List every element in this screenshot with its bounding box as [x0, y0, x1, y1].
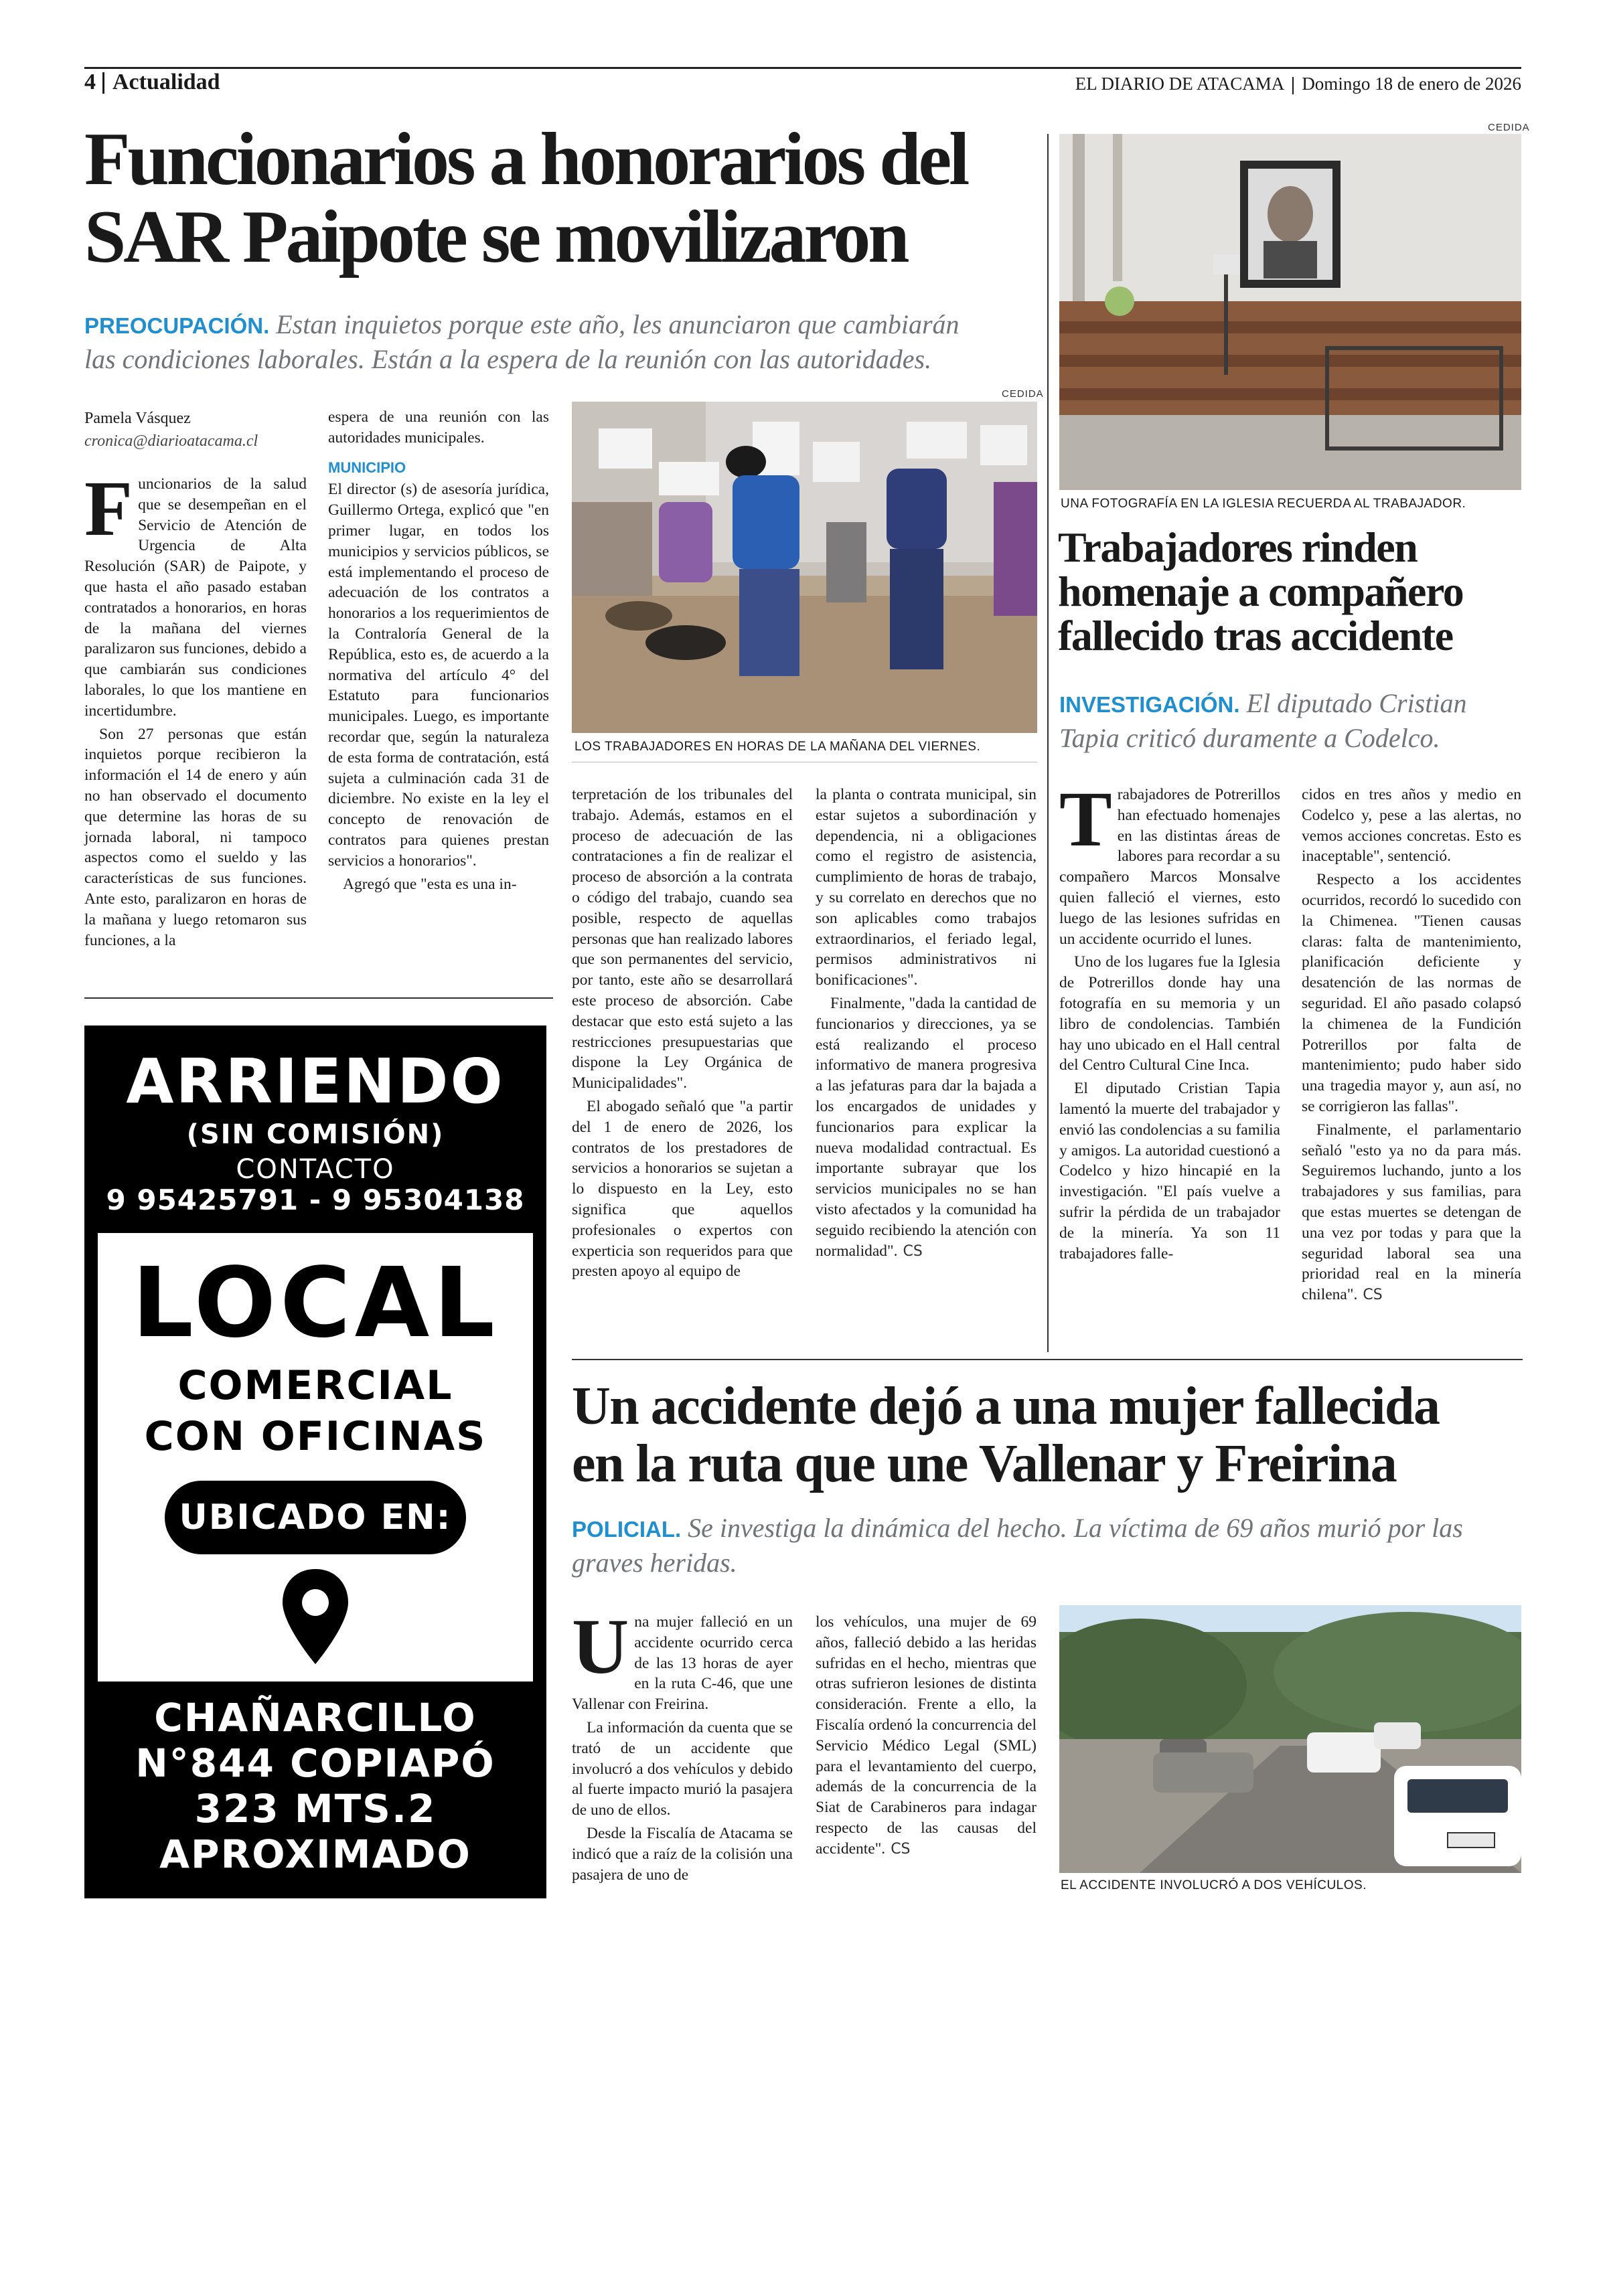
- ad-subtitle: (SIN COMISIÓN): [186, 1119, 445, 1150]
- article2-headline: [1058, 525, 1520, 658]
- classified-ad: [84, 1026, 546, 1898]
- header-rule: [84, 67, 1521, 69]
- article2-paragraph: rabajadores de Potrerillos han efectuado homenajes en las distintas áreas de labores para recordar a su compañero Marcos Monsalve quien falleció el viernes, esto luego de las lesiones sufridas en un accidente ocurrido el lunes.: [1059, 786, 1280, 948]
- article3-deck-line1: Se investiga la dinámica del hecho. La víctima de 69 años murió por las: [688, 1513, 1463, 1543]
- ad-address-line2: N°844 COPIAPÓ: [135, 1740, 495, 1786]
- accident-photo-image: [1059, 1605, 1521, 1873]
- masthead-divider: [1292, 77, 1294, 94]
- article3-deck: [572, 1511, 1523, 1580]
- byline: [84, 407, 258, 453]
- article1-paragraph: Agregó que "esta es una in-: [343, 875, 517, 893]
- column-separator: [84, 997, 553, 999]
- article2-deck: [1059, 687, 1521, 755]
- article1-deck-line2: las condiciones laborales. Están a la espera de la reunión con las autoridades.: [84, 344, 932, 374]
- church-photo: [1059, 134, 1521, 490]
- ad-local: LOCAL: [132, 1246, 499, 1359]
- ad-address-line4: APROXIMADO: [159, 1831, 471, 1877]
- article2-deck-line2: Tapia criticó duramente a Codelco.: [1059, 723, 1440, 753]
- article1-paragraph: la planta o contrata municipal, sin estar sujetos a subordinación y dependencia, ni a obligaciones como el registro de asistencia, cumplimiento de horas de trabajo, y su correlato en derechos que no son aplicables como trabajos extraordinarios, el feriado legal, permisos administrativos ni bonificaciones".: [816, 786, 1037, 989]
- author-email[interactable]: cronica@diarioatacama.cl: [84, 432, 258, 450]
- article3-paragraph: La información da cuenta que se trató de un accidente que involucró a dos vehículos y debido al fuerte impacto murió la pasajera de uno de ellos.: [572, 1718, 793, 1819]
- issue-date: Domingo 18 de enero de 2026: [1302, 74, 1521, 94]
- article2-kicker: INVESTIGACIÓN.: [1059, 692, 1240, 717]
- article2-photo-caption: UNA FOTOGRAFÍA EN LA IGLESIA RECUERDA AL TRABAJADOR.: [1061, 497, 1466, 511]
- article1-headline-line2: SAR Paipote se movilizaron: [84, 195, 907, 278]
- article1-column-2: [328, 407, 549, 897]
- article3-headline-line2: en la ruta que une Vallenar y Freirina: [572, 1434, 1397, 1493]
- page-number: 4: [84, 70, 96, 94]
- ad-phones[interactable]: 9 95425791 - 9 95304138: [106, 1183, 525, 1216]
- article1-headline-line1: Funcionarios a honorarios del: [84, 118, 968, 201]
- church-photo-image: [1059, 134, 1521, 490]
- ad-address: [84, 1695, 546, 1877]
- article2-photo-credit: CEDIDA: [1488, 122, 1530, 133]
- article1-paragraph: terpretación de los tribunales del trabajo. Además, estamos en el proceso de adecuación de las contrataciones a fin de realizar el proceso de absorción a la contrata o código del trabajo, cuando sea posible, respecto de aquellas personas que han realizado labores que son permanentes del servicio, por tanto, este año se desarrollará este proceso de absorción. Cabe destacar que esto está sujeto a las restricciones presupuestarias que dispone la Ley Orgánica de Municipalidades".: [572, 786, 793, 1092]
- article1-paragraph: El director (s) de asesoría jurídica, Guillermo Ortega, explicó que "en primer lugar, en todos los municipios y servicios públicos, se está implementando el proceso de adecuación de los contratos a honorarios a los requerimientos de la Contraloría General de la República, esto es, de acuerdo a la normativa del artículo 4° del Estatuto para funcionarios municipales. Luego, es importante recordar que, según la naturaleza de esta forma de contratación, está sujeta a culminación cada 31 de diciembre. No existe en la ley el concepto de renovación de contratos para quienes prestan servicios a honorarios".: [328, 481, 549, 870]
- article2-column-1: [1059, 775, 1280, 1266]
- article1-photo-caption: LOS TRABAJADORES EN HORAS DE LA MAÑANA DEL VIERNES.: [575, 740, 981, 754]
- protest-photo-image: [572, 402, 1037, 733]
- article2-deck-line1: El diputado Cristian: [1246, 688, 1467, 718]
- end-mark-icon: CS: [1363, 1287, 1383, 1304]
- article1-paragraph: Finalmente, "dada la cantidad de funcionarios y direcciones, ya se está realizando el proceso informativo de manera progresiva a las jefaturas para dar la bajada a los encargados de unidades y funcionarios para explicar la nueva modalidad contractual. Es importante subrayar que los servicios municipales no se han visto afectados y la comunidad ha seguido recibiendo la atención con normalidad".: [816, 994, 1037, 1260]
- masthead: [1075, 74, 1521, 94]
- ad-location-pill: UBICADO EN:: [165, 1481, 466, 1554]
- article2-dropcap: T: [1059, 775, 1112, 863]
- newspaper-name: EL DIARIO DE ATACAMA: [1075, 74, 1284, 94]
- article3-headline-line1: Un accidente dejó a una mujer fallecida: [572, 1377, 1440, 1436]
- article1-deck-line1: Estan inquietos porque este año, les anunciaron que cambiarán: [276, 309, 960, 339]
- article3-column-2: [816, 1612, 1037, 1863]
- article1-column-3: [572, 785, 793, 1285]
- ad-description-line1: COMERCIAL: [177, 1362, 453, 1409]
- article-divider-vertical: [1047, 134, 1049, 1352]
- author-name: Pamela Vásquez: [84, 410, 191, 427]
- article2-column-2: [1302, 785, 1521, 1309]
- article2-paragraph: cidos en tres años y medio en Codelco y, pese a las alertas, no vemos acciones concretas. Esto es inaceptable", sentenció.: [1302, 786, 1521, 866]
- article1-paragraph: El abogado señaló que "a partir del 1 de enero de 2026, los contratos de los prestadores de servicios a honorarios se sujetan a lo dispuesto en la Ley, esto significa que aquellos profesionales o expertos con experticia son requeridos para que presten apoyo al equipo de: [572, 1097, 793, 1281]
- article3-dropcap: U: [572, 1603, 629, 1690]
- article3-photo-caption: EL ACCIDENTE INVOLUCRÓ A DOS VEHÍCULOS.: [1061, 1878, 1367, 1892]
- article1-photo-credit: CEDIDA: [1002, 388, 1044, 400]
- section-title: Actualidad: [112, 70, 220, 94]
- article1-paragraph: uncionarios de la salud que se desempeñan en el Servicio de Atención de Urgencia de Alta Resolución (SAR) de Paipote, y que hasta el año pasado estaban contratados a honorarios, en horas de la mañana del viernes paralizaron sus funciones, debido a que cambiarán sus condiciones laborales, lo que los mantiene en incertidumbre.: [84, 475, 307, 720]
- article2-headline-line2: homenaje a compañero: [1058, 568, 1464, 615]
- article1-headline: [84, 120, 1062, 276]
- article2-paragraph: Finalmente, el parlamentario señaló "esto ya no da para más. Seguiremos luchando, junto a los trabajadores y sus familias, para que estas muertes se detengan de una vez por todas y para que la seguridad laboral sea una prioridad real en la minería chilena".: [1302, 1121, 1521, 1304]
- article2-paragraph: El diputado Cristian Tapia lamentó la muerte del trabajador y envió las condolencias a su familia y amigos. La autoridad cuestionó a Codelco y hizo hincapié en la investigación. "El país vuelve a sufrir la pérdida de un trabajador de la minería. Ya son 11 trabajadores falle-: [1059, 1080, 1280, 1262]
- ad-address-line1: CHAÑARCILLO: [154, 1695, 477, 1740]
- article1-paragraph: espera de una reunión con las autoridades municipales.: [328, 408, 549, 446]
- article3-headline: [572, 1378, 1523, 1493]
- article2-paragraph: Respecto a los accidentes ocurridos, recordó lo sucedido con la Chimenea. "Tienen causas claras: falta de mantenimiento, planificación deficiente y desatención de las normas de seguridad. El año pasado colapsó la chimenea de la Fundición Potrerillos por falta de mantenimiento; pudo haber sido una tragedia mayor y, aun así, no se corrigieron las fallas".: [1302, 871, 1521, 1115]
- article1-column-1: [84, 465, 307, 953]
- article1-column-4: [816, 785, 1037, 1264]
- end-mark-icon: CS: [891, 1840, 911, 1858]
- article3-paragraph: na mujer falleció en un accidente ocurrido cerca de las 13 horas de ayer en la ruta C-46, que une Vallenar con Freirina.: [572, 1613, 793, 1714]
- article-divider-horizontal: [572, 1359, 1523, 1360]
- article2-paragraph: Uno de los lugares fue la Iglesia de Potrerillos donde hay una fotografía en su memoria y un libro de condolencias. También hay uno ubicado en el Hall central del Centro Cultural Cine Inca.: [1059, 953, 1280, 1074]
- article1-kicker: PREOCUPACIÓN.: [84, 313, 270, 338]
- article3-paragraph: Desde la Fiscalía de Atacama se indicó que a raíz de la colisión una pasajera de uno de: [572, 1824, 793, 1884]
- end-mark-icon: CS: [903, 1242, 923, 1260]
- article2-headline-line1: Trabajadores rinden: [1058, 523, 1418, 571]
- article1-dropcap: F: [84, 465, 133, 552]
- header-divider: [102, 72, 104, 94]
- article3-kicker: POLICIAL.: [572, 1517, 682, 1542]
- ad-contact-label: CONTACTO: [236, 1154, 395, 1185]
- article3-deck-line2: graves heridas.: [572, 1548, 737, 1578]
- ad-description: [84, 1360, 546, 1462]
- accident-photo: [1059, 1605, 1521, 1873]
- article1-paragraph: Son 27 personas que están inquietos porque recibieron la información el 14 de enero y aún no han observado el documento que determine las horas de su jornada laboral, ni tampoco aspectos como el sueldo y las características de sus funciones. Ante esto, paralizaron en horas de la mañana y luego retomaron sus funciones, a la: [84, 725, 307, 949]
- article3-paragraph: los vehículos, una mujer de 69 años, falleció debido a las heridas sufridas en el hecho, mientras que otras sufrieron lesiones de distinta consideración. Frente a ello, la Fiscalía ordenó la concurrencia del Servicio Médico Legal (SML) para el levantamiento del cuerpo, además de la concurrencia de la Siat de Carabineros para indagar respecto de las causas del accidente".: [816, 1613, 1037, 1858]
- ad-address-line3: 323 MTS.2: [194, 1786, 437, 1831]
- protest-photo: [572, 402, 1037, 733]
- ad-title: ARRIENDO: [126, 1046, 505, 1117]
- location-pin-icon: [279, 1566, 352, 1667]
- article1-subhead: MUNICIPIO: [328, 459, 406, 476]
- article3-column-1: [572, 1603, 793, 1888]
- ad-description-line2: CON OFICINAS: [144, 1413, 487, 1460]
- article1-deck: [84, 308, 1055, 376]
- article2-headline-line3: fallecido tras accidente: [1058, 612, 1453, 659]
